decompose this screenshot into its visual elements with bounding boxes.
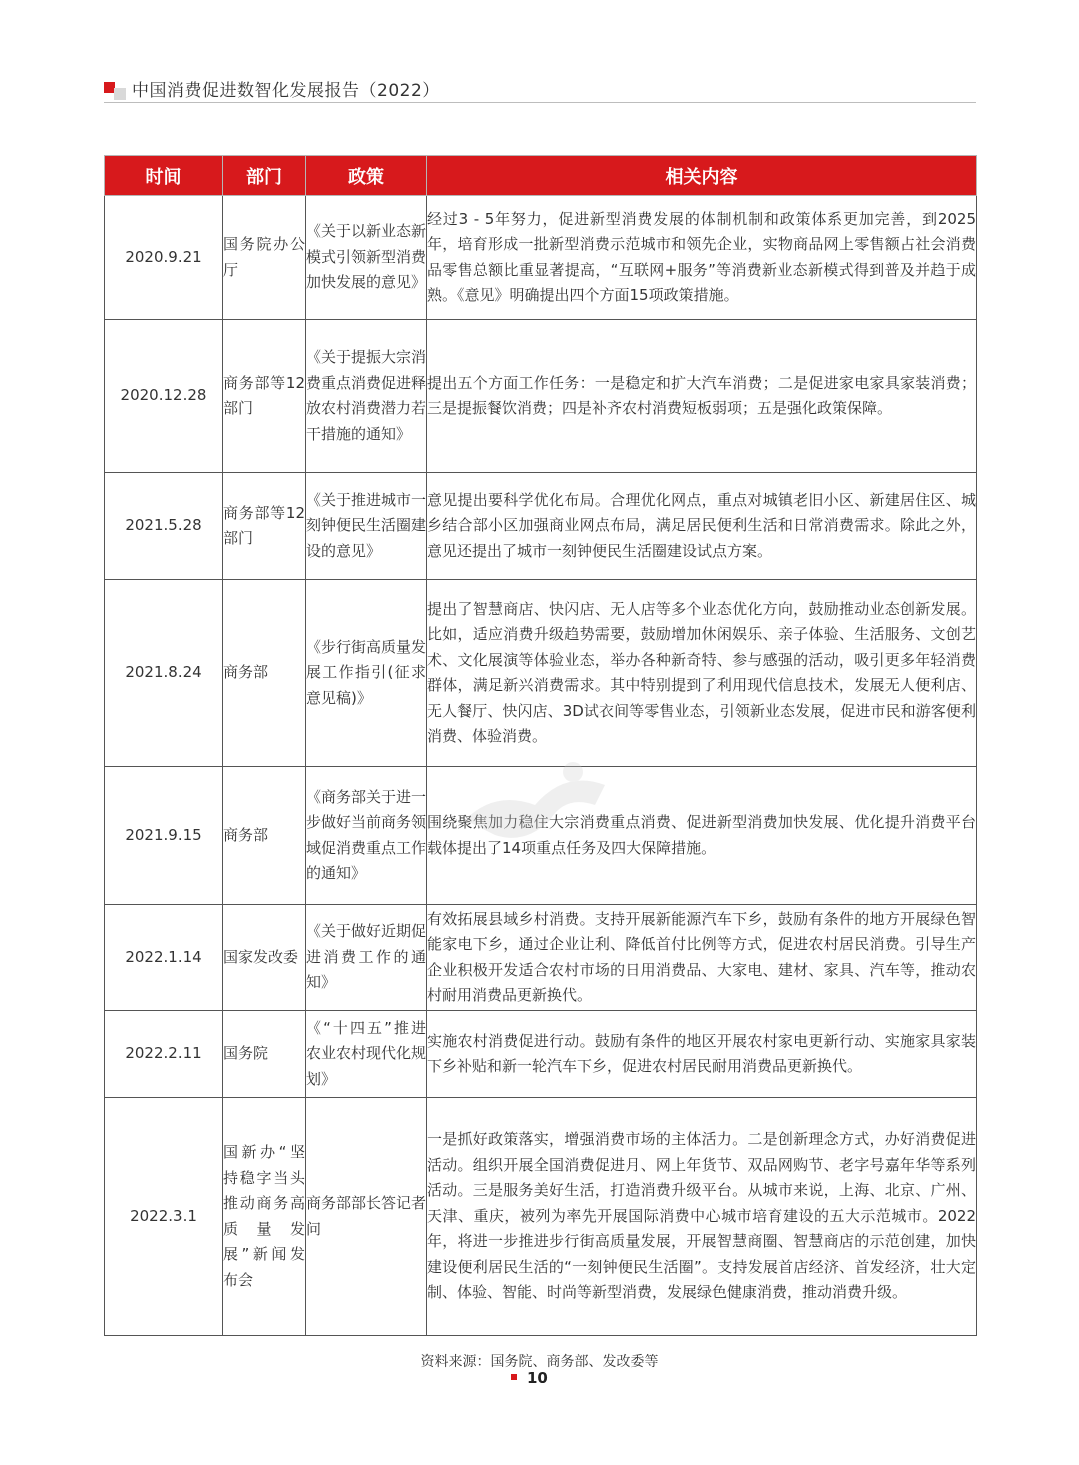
row-policy: 《关于以新业态新模式引领新型消费加快发展的意见》 xyxy=(306,196,427,320)
column-header-time: 时间 xyxy=(105,156,223,196)
column-header-policy: 政策 xyxy=(306,156,427,196)
row-content: 提出了智慧商店、快闪店、无人店等多个业态优化方向，鼓励推动业态创新发展。比如，适应消费升级趋势需要，鼓励增加休闲娱乐、亲子体验、生活服务、文创艺术、文化展演等体验业态，举办各种新奇特、参与感强的活动，吸引更多年轻消费群体，满足新兴消费需求。其中特别提到了利用现代信息技术，发展无人便利店、无人餐厅、快闪店、3D试衣间等零售业态，引领新业态发展，促进市民和游客便利消费、体验消费。 xyxy=(427,580,977,767)
page-number: 10 xyxy=(527,1369,548,1387)
table-row xyxy=(105,905,977,1011)
table-row xyxy=(105,767,977,905)
row-dept: 国务院办公厅 xyxy=(223,196,306,320)
row-content: 一是抓好政策落实，增强消费市场的主体活力。二是创新理念方式，办好消费促进活动。组织开展全国消费促进月、网上年货节、双品网购节、老字号嘉年华等系列活动。三是服务美好生活，打造消费升级平台。从城市来说，上海、北京、广州、天津、重庆，被列为率先开展国际消费中心城市培育建设的五大示范城市。2022年，将进一步推进步行街高质量发展，开展智慧商圈、智慧商店的示范创建，加快建设便利居民生活的“一刻钟便民生活圈”。支持发展首店经济、首发经济，壮大定制、体验、智能、时尚等新型消费，发展绿色健康消费，推动消费升级。 xyxy=(427,1098,977,1336)
source-note: 资料来源：国务院、商务部、发改委等 xyxy=(420,1354,659,1370)
row-content: 有效拓展县域乡村消费。支持开展新能源汽车下乡，鼓励有条件的地方开展绿色智能家电下乡，通过企业让利、降低首付比例等方式，促进农村居民消费。引导生产企业积极开发适合农村市场的日用消费品、大家电、建材、家具、汽车等，推动农村耐用消费品更新换代。 xyxy=(427,905,977,1011)
row-policy: 《步行街高质量发展工作指引(征求意见稿)》 xyxy=(306,580,427,767)
column-header-content: 相关内容 xyxy=(427,156,977,196)
row-dept: 国新办“坚持稳字当头推动商务高质量发展”新闻发布会 xyxy=(223,1098,306,1336)
table-header-row xyxy=(105,156,977,196)
row-date: 2022.3.1 xyxy=(105,1098,223,1336)
row-date: 2020.12.28 xyxy=(105,320,223,473)
row-dept: 商务部等12部门 xyxy=(223,473,306,580)
row-policy: 《关于推进城市一刻钟便民生活圈建设的意见》 xyxy=(306,473,427,580)
header-gray-square xyxy=(114,88,126,100)
table-row xyxy=(105,320,977,473)
table-row xyxy=(105,580,977,767)
row-dept: 商务部 xyxy=(223,580,306,767)
row-policy: 《商务部关于进一步做好当前商务领域促消费重点工作的通知》 xyxy=(306,767,427,905)
row-content: 提出五个方面工作任务：一是稳定和扩大汽车消费；二是促进家电家具家装消费；三是提振餐饮消费；四是补齐农村消费短板弱项；五是强化政策保障。 xyxy=(427,320,977,473)
page-number-badge xyxy=(511,1368,571,1390)
row-policy: 商务部部长答记者问 xyxy=(306,1098,427,1336)
row-dept: 国务院 xyxy=(223,1011,306,1098)
table-row xyxy=(105,1011,977,1098)
table-row xyxy=(105,473,977,580)
row-policy: 《“十四五”推进农业农村现代化规划》 xyxy=(306,1011,427,1098)
row-policy: 《关于做好近期促进消费工作的通知》 xyxy=(306,905,427,1011)
table-row xyxy=(105,196,977,320)
row-policy: 《关于提振大宗消费重点消费促进释放农村消费潜力若干措施的通知》 xyxy=(306,320,427,473)
page-red-dot xyxy=(511,1374,517,1380)
row-date: 2022.2.11 xyxy=(105,1011,223,1098)
row-dept: 商务部等12部门 xyxy=(223,320,306,473)
row-date: 2021.8.24 xyxy=(105,580,223,767)
row-date: 2021.9.15 xyxy=(105,767,223,905)
column-header-dept: 部门 xyxy=(223,156,306,196)
row-content: 围绕聚焦加力稳住大宗消费重点消费、促进新型消费加快发展、优化提升消费平台载体提出了14项重点任务及四大保障措施。 xyxy=(427,767,977,905)
policy-table xyxy=(104,155,977,1336)
row-date: 2020.9.21 xyxy=(105,196,223,320)
row-content: 实施农村消费促进行动。鼓励有条件的地区开展农村家电更新行动、实施家具家装下乡补贴和新一轮汽车下乡，促进农村居民耐用消费品更新换代。 xyxy=(427,1011,977,1098)
row-date: 2021.5.28 xyxy=(105,473,223,580)
report-title: 中国消费促进数智化发展报告（2022） xyxy=(132,81,440,101)
row-content: 经过3 - 5年努力，促进新型消费发展的体制机制和政策体系更加完善，到2025年，培育形成一批新型消费示范城市和领先企业，实物商品网上零售额占社会消费品零售总额比重显著提高，“互联网+服务”等消费新业态新模式得到普及并趋于成熟。《意见》明确提出四个方面15项政策措施。 xyxy=(427,196,977,320)
table-row xyxy=(105,1098,977,1336)
row-date: 2022.1.14 xyxy=(105,905,223,1011)
header-divider xyxy=(104,102,976,103)
page-header xyxy=(104,80,976,102)
row-dept: 商务部 xyxy=(223,767,306,905)
row-content: 意见提出要科学优化布局。合理优化网点，重点对城镇老旧小区、新建居住区、城乡结合部小区加强商业网点布局，满足居民便利生活和日常消费需求。除此之外，意见还提出了城市一刻钟便民生活圈建设试点方案。 xyxy=(427,473,977,580)
row-dept: 国家发改委 xyxy=(223,905,306,1011)
